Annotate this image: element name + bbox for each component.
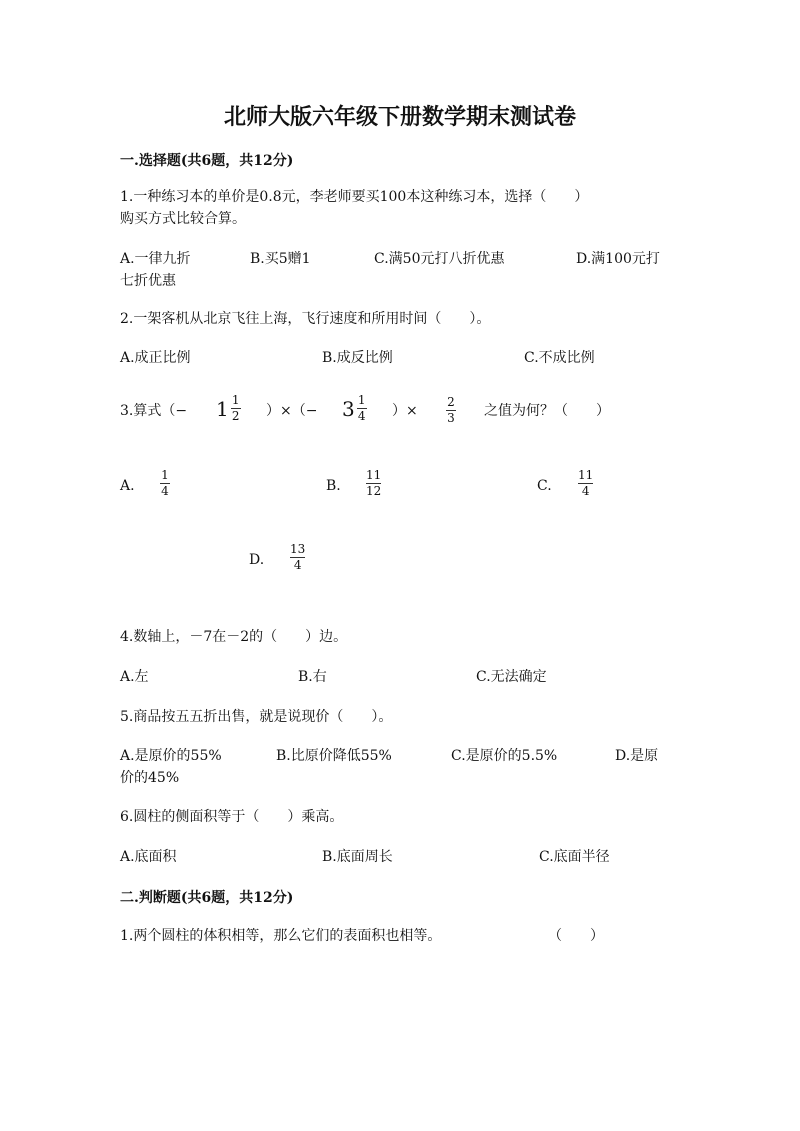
denominator: 4 xyxy=(293,558,302,572)
question-3-option-c-fraction xyxy=(578,469,593,498)
section-heading-judgement: 二.判断题(共6题，共12分) xyxy=(120,890,294,906)
page-title: 北师大版六年级下册数学期末测试卷 xyxy=(223,104,576,130)
numerator: 1 xyxy=(231,393,240,407)
question-4-option-a: A.左 xyxy=(120,669,149,685)
question-5-option-c: C.是原价的5.5% xyxy=(451,748,558,764)
question-4-option-c: C.无法确定 xyxy=(476,669,547,685)
question-6-option-a: A.底面积 xyxy=(120,849,177,865)
question-1-line-2: 购买方式比较合算。 xyxy=(120,211,246,227)
question-5-stem: 5.商品按五五折出售，就是说现价（ ）。 xyxy=(120,709,393,725)
mixed-fraction xyxy=(231,394,241,423)
question-3-option-d-fraction xyxy=(290,543,305,572)
question-3-option-a-fraction xyxy=(160,469,170,498)
question-5-option-d: D.是原 xyxy=(615,748,659,764)
question-1-line-1: 1.一种练习本的单价是0.8元，李老师要买100本这种练习本，选择（ ） xyxy=(120,189,589,205)
question-3-fraction xyxy=(446,396,456,425)
numerator: 13 xyxy=(290,542,306,556)
question-2-stem: 2.一架客机从北京飞往上海，飞行速度和所用时间（ ）。 xyxy=(120,311,491,327)
question-5-option-d-wrap: 价的45% xyxy=(120,770,180,786)
question-2-option-b: B.成反比例 xyxy=(322,350,393,366)
numerator: 11 xyxy=(578,468,594,482)
mixed-whole: 1 xyxy=(216,396,229,421)
question-5-option-a: A.是原价的55% xyxy=(120,748,222,764)
question-3-option-b-label: B. xyxy=(326,478,341,494)
denominator: 12 xyxy=(366,484,382,498)
question-1-option-c: C.满50元打八折优惠 xyxy=(374,251,505,267)
mixed-whole: 3 xyxy=(342,396,355,421)
judgement-question-1-stem: 1.两个圆柱的体积相等，那么它们的表面积也相等。 xyxy=(120,928,442,944)
question-1-option-b: B.买5赠1 xyxy=(250,251,311,267)
numerator: 2 xyxy=(447,395,455,409)
question-6-option-b: B.底面周长 xyxy=(322,849,393,865)
judgement-question-1-answer-paren: （ ） xyxy=(548,928,604,944)
question-4-stem: 4.数轴上，－7在－2的（ ）边。 xyxy=(120,629,348,645)
mixed-fraction xyxy=(357,394,367,423)
question-3-mixed-number-2 xyxy=(342,394,367,423)
question-1-option-d: D.满100元打 xyxy=(576,251,660,267)
question-3-mid: ）×（− xyxy=(266,403,318,419)
section-heading-choice: 一.选择题(共6题，共12分) xyxy=(120,153,294,169)
question-6-option-c: C.底面半径 xyxy=(539,849,610,865)
question-3-option-a-label: A. xyxy=(120,478,135,494)
denominator: 4 xyxy=(357,409,366,423)
question-5-option-b: B.比原价降低55% xyxy=(276,748,392,764)
numerator: 1 xyxy=(357,393,366,407)
denominator: 4 xyxy=(161,484,169,498)
question-3-suffix: 之值为何？（ ） xyxy=(484,403,610,419)
question-6-stem: 6.圆柱的侧面积等于（ ）乘高。 xyxy=(120,809,344,825)
question-1-option-d-wrap: 七折优惠 xyxy=(120,273,176,289)
question-3-prefix: 3.算式（− xyxy=(120,403,188,419)
numerator: 11 xyxy=(366,468,382,482)
question-4-option-b: B.右 xyxy=(298,669,327,685)
question-1-option-a: A.一律九折 xyxy=(120,251,191,267)
question-2-option-c: C.不成比例 xyxy=(524,350,595,366)
question-3-option-d-label: D. xyxy=(249,552,265,568)
numerator: 1 xyxy=(161,468,169,482)
denominator: 2 xyxy=(231,409,240,423)
question-3-times: ）× xyxy=(392,403,418,419)
question-3-option-b-fraction xyxy=(366,469,381,498)
question-3-mixed-number-1 xyxy=(216,394,241,423)
question-3-option-c-label: C. xyxy=(537,478,552,494)
denominator: 3 xyxy=(447,411,455,425)
denominator: 4 xyxy=(581,484,590,498)
question-2-option-a: A.成正比例 xyxy=(120,350,191,366)
